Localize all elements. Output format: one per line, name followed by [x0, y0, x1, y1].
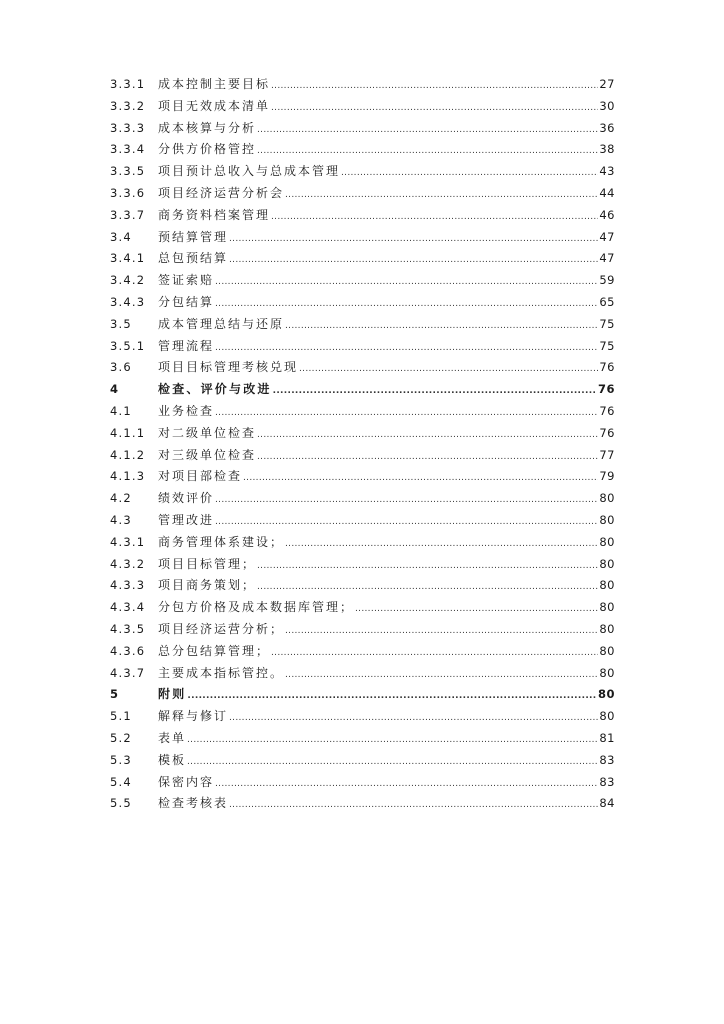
toc-entry[interactable] — [110, 466, 615, 488]
toc-leader-dots — [229, 795, 598, 817]
toc-entry-page-number: 38 — [599, 142, 615, 157]
toc-leader-dots — [215, 272, 598, 294]
toc-leader-dots — [215, 490, 598, 512]
toc-entry[interactable] — [110, 750, 615, 772]
toc-entry-title: 分供方价格管控 — [158, 142, 257, 157]
toc-leader-dots — [215, 512, 598, 534]
toc-entry[interactable] — [110, 684, 615, 706]
toc-leader-dots — [187, 730, 598, 752]
toc-entry-page-number: 76 — [599, 403, 615, 418]
toc-entry-number: 5.2 — [110, 730, 132, 745]
toc-entry-number: 3.3.3 — [110, 120, 146, 135]
toc-entry-number: 5.1 — [110, 709, 132, 724]
toc-entry[interactable] — [110, 357, 615, 379]
toc-entry-title: 签证索赔 — [158, 273, 215, 288]
toc-entry[interactable] — [110, 74, 615, 96]
toc-leader-dots — [187, 686, 597, 708]
toc-entry[interactable] — [110, 532, 615, 554]
toc-entry[interactable] — [110, 423, 615, 445]
toc-leader-dots — [257, 447, 598, 469]
toc-entry[interactable] — [110, 706, 615, 728]
toc-entry-title: 管理流程 — [158, 338, 215, 353]
toc-leader-dots — [215, 338, 598, 360]
toc-entry-number: 4.1.2 — [110, 447, 146, 462]
toc-entry-page-number: 80 — [599, 556, 615, 571]
toc-leader-dots — [271, 643, 598, 665]
toc-leader-dots — [257, 425, 598, 447]
toc-entry-page-number: 76 — [597, 382, 615, 397]
toc-entry-page-number: 46 — [599, 207, 615, 222]
toc-entry[interactable] — [110, 641, 615, 663]
toc-entry[interactable] — [110, 379, 615, 401]
toc-entry-page-number: 80 — [599, 709, 615, 724]
toc-entry-title: 总分包结算管理； — [158, 643, 271, 658]
toc-leader-dots — [215, 294, 598, 316]
toc-entry-page-number: 80 — [599, 534, 615, 549]
toc-entry-page-number: 75 — [599, 316, 615, 331]
toc-leader-dots — [257, 577, 598, 599]
toc-entry-page-number: 83 — [599, 752, 615, 767]
toc-entry-number: 4.3.7 — [110, 665, 146, 680]
toc-entry-title: 项目目标管理； — [158, 556, 257, 571]
toc-entry[interactable] — [110, 728, 615, 750]
toc-entry-title: 主要成本指标管控。 — [158, 665, 285, 680]
toc-entry-number: 4.1.3 — [110, 469, 146, 484]
toc-leader-dots — [187, 752, 598, 774]
toc-entry-number: 4.1 — [110, 403, 132, 418]
toc-entry[interactable] — [110, 314, 615, 336]
toc-entry-title: 对三级单位检查 — [158, 447, 257, 462]
toc-entry[interactable] — [110, 575, 615, 597]
toc-entry-number: 3.5.1 — [110, 338, 146, 353]
toc-entry-number: 3.3.1 — [110, 77, 146, 91]
toc-entry-number: 4.2 — [110, 491, 132, 506]
toc-leader-dots — [229, 708, 598, 730]
toc-entry-number: 5.5 — [110, 796, 132, 811]
toc-leader-dots — [257, 556, 598, 578]
toc-entry[interactable] — [110, 336, 615, 358]
toc-entry-number: 5 — [110, 687, 120, 702]
toc-leader-dots — [271, 98, 598, 120]
toc-entry-page-number: 30 — [599, 98, 615, 113]
toc-leader-dots — [257, 141, 598, 163]
toc-entry-title: 对二级单位检查 — [158, 425, 257, 440]
toc-entry-number: 3.4 — [110, 229, 132, 244]
toc-entry[interactable] — [110, 227, 615, 249]
toc-entry-page-number: 76 — [599, 425, 615, 440]
toc-entry[interactable] — [110, 663, 615, 685]
toc-entry-title: 成本核算与分析 — [158, 120, 257, 135]
toc-entry-page-number: 36 — [599, 120, 615, 135]
toc-leader-dots — [355, 599, 598, 621]
toc-leader-dots — [285, 534, 598, 556]
toc-entry-number: 5.3 — [110, 752, 132, 767]
toc-entry-number: 3.6 — [110, 360, 132, 375]
toc-entry-title: 表单 — [158, 730, 187, 745]
toc-entry-number: 4.3.6 — [110, 643, 146, 658]
toc-entry-title: 项目经济运营分析会 — [158, 185, 285, 200]
toc-leader-dots — [271, 76, 598, 98]
toc-entry[interactable] — [110, 205, 615, 227]
toc-entry-page-number: 84 — [599, 796, 615, 811]
toc-leader-dots — [285, 665, 598, 687]
toc-entry[interactable] — [110, 510, 615, 532]
toc-leader-dots — [229, 229, 598, 251]
toc-entry-page-number: 79 — [599, 469, 615, 484]
toc-leader-dots — [285, 621, 598, 643]
toc-entry[interactable] — [110, 445, 615, 467]
toc-leader-dots — [229, 250, 598, 272]
toc-entry-title: 成本管理总结与还原 — [158, 316, 285, 331]
toc-entry-page-number: 75 — [599, 338, 615, 353]
toc-entry-number: 3.5 — [110, 316, 132, 331]
toc-entry-title: 商务资料档案管理 — [158, 207, 271, 222]
toc-entry-page-number: 80 — [599, 512, 615, 527]
toc-entry[interactable] — [110, 772, 615, 794]
toc-entry[interactable] — [110, 401, 615, 423]
toc-entry[interactable] — [110, 597, 615, 619]
toc-entry-title: 分包方价格及成本数据库管理； — [158, 600, 355, 615]
toc-entry-number: 3.4.1 — [110, 251, 146, 266]
toc-leader-dots — [243, 468, 598, 490]
toc-leader-dots — [215, 403, 598, 425]
toc-entry-title: 预结算管理 — [158, 229, 229, 244]
toc-entry-number: 4.1.1 — [110, 425, 146, 440]
toc-entry-number: 3.4.3 — [110, 294, 146, 309]
toc-entry-number: 4.3.2 — [110, 556, 146, 571]
toc-leader-dots — [341, 163, 598, 185]
toc-entry-number: 4.3 — [110, 512, 132, 527]
toc-entry-page-number: 27 — [599, 77, 615, 91]
toc-entry-title: 解释与修订 — [158, 709, 229, 724]
toc-entry-number: 3.3.2 — [110, 98, 146, 113]
toc-entry-page-number: 80 — [599, 491, 615, 506]
toc-entry-page-number: 76 — [599, 360, 615, 375]
toc-entry[interactable] — [110, 270, 615, 292]
toc-entry-title: 检查、评价与改进 — [158, 382, 272, 397]
toc-entry-title: 成本控制主要目标 — [158, 77, 271, 91]
toc-entry-page-number: 47 — [599, 229, 615, 244]
toc-entry[interactable] — [110, 161, 615, 183]
toc-entry-page-number: 65 — [599, 294, 615, 309]
toc-entry[interactable] — [110, 793, 615, 815]
toc-entry-number: 3.3.5 — [110, 164, 146, 179]
toc-entry[interactable] — [110, 488, 615, 510]
toc-entry-page-number: 83 — [599, 774, 615, 789]
toc-entry-number: 3.3.4 — [110, 142, 146, 157]
toc-entry-title: 附则 — [158, 687, 187, 702]
toc-leader-dots — [285, 316, 598, 338]
toc-entry-page-number: 80 — [599, 621, 615, 636]
toc-leader-dots — [257, 120, 598, 142]
toc-entry-number: 4.3.5 — [110, 621, 146, 636]
toc-entry-number: 4 — [110, 382, 120, 397]
toc-entry-title: 项目目标管理考核兑现 — [158, 360, 299, 375]
toc-entry-page-number: 80 — [597, 687, 615, 702]
toc-entry-page-number: 59 — [599, 273, 615, 288]
toc-entry-title: 项目经济运营分析； — [158, 621, 285, 636]
toc-entry-page-number: 47 — [599, 251, 615, 266]
toc-entry-page-number: 80 — [599, 643, 615, 658]
toc-entry-title: 管理改进 — [158, 512, 215, 527]
toc-entry-page-number: 80 — [599, 600, 615, 615]
toc-entry-number: 3.4.2 — [110, 273, 146, 288]
toc-entry-title: 模板 — [158, 752, 187, 767]
toc-entry-title: 项目预计总收入与总成本管理 — [158, 164, 341, 179]
table-of-contents — [110, 74, 615, 815]
toc-entry[interactable] — [110, 183, 615, 205]
toc-entry-page-number: 43 — [599, 164, 615, 179]
toc-entry-title: 绩效评价 — [158, 491, 215, 506]
toc-entry[interactable] — [110, 292, 615, 314]
toc-entry-number: 4.3.4 — [110, 600, 146, 615]
toc-entry-number: 4.3.3 — [110, 578, 146, 593]
toc-entry[interactable] — [110, 139, 615, 161]
toc-entry-title: 商务管理体系建设； — [158, 534, 285, 549]
toc-entry-title: 业务检查 — [158, 403, 215, 418]
toc-leader-dots — [299, 359, 598, 381]
toc-entry-page-number: 81 — [599, 730, 615, 745]
toc-entry-page-number: 80 — [599, 578, 615, 593]
toc-entry-number: 4.3.1 — [110, 534, 146, 549]
toc-entry[interactable] — [110, 96, 615, 118]
toc-entry-title: 总包预结算 — [158, 251, 229, 266]
toc-entry-page-number: 77 — [599, 447, 615, 462]
toc-leader-dots — [271, 207, 598, 229]
toc-entry-number: 3.3.6 — [110, 185, 146, 200]
toc-entry[interactable] — [110, 118, 615, 140]
toc-entry[interactable] — [110, 619, 615, 641]
toc-leader-dots — [285, 185, 598, 207]
toc-entry-number: 5.4 — [110, 774, 132, 789]
toc-leader-dots — [273, 381, 597, 403]
toc-entry-page-number: 80 — [599, 665, 615, 680]
toc-entry-title: 对项目部检查 — [158, 469, 243, 484]
toc-entry-page-number: 44 — [599, 185, 615, 200]
toc-entry-title: 项目商务策划； — [158, 578, 257, 593]
toc-entry[interactable] — [110, 248, 615, 270]
toc-leader-dots — [215, 774, 598, 796]
toc-entry-number: 3.3.7 — [110, 207, 146, 222]
toc-entry[interactable] — [110, 554, 615, 576]
toc-entry-title: 检查考核表 — [158, 796, 229, 811]
toc-entry-title: 分包结算 — [158, 294, 215, 309]
toc-entry-title: 保密内容 — [158, 774, 215, 789]
toc-entry-title: 项目无效成本清单 — [158, 98, 271, 113]
